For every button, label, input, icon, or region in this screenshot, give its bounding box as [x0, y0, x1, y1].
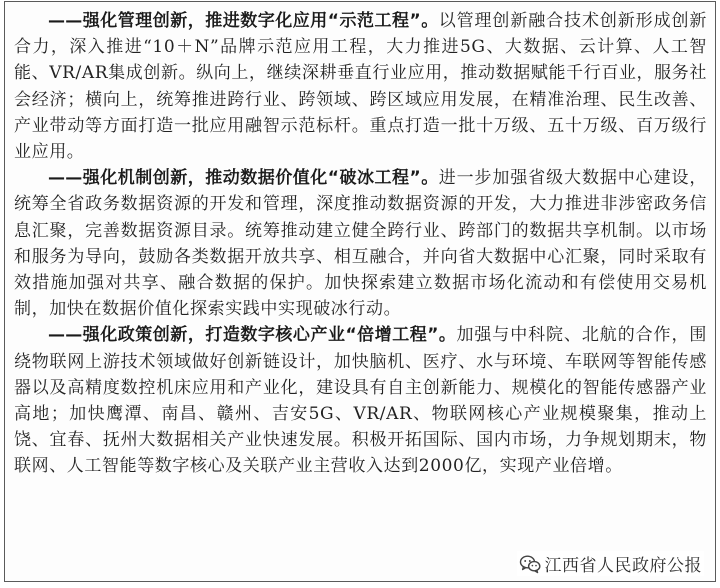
watermark-text: 江西省人民政府公报 — [544, 556, 702, 576]
paragraph-policy-innovation — [14, 322, 707, 479]
paragraph-body: 以管理创新融合技术创新形成创新合力，深入推进“10＋N”品牌示范应用工程，大力推进5G、大数据、云计算、人工智能、VR/AR集成创新。纵向上，继续深耕垂直行业应用，推动数据赋能千行百业，服务社会经济；横向上，统筹推进跨行业、跨领域、跨区域应用发展，在精准治理、民生改善、产业带动等方面打造一批应用融智示范标杆。重点打造一批十万级、五十万级、百万级行业应用。 — [14, 11, 707, 163]
paragraph-lead: ——强化管理创新，推进数字化应用“示范工程”。 — [48, 11, 439, 31]
paragraph-body: 进一步加强省级大数据中心建设，统筹全省政务数据资源的开发和管理，深度推动数据资源的开发，大力推进非涉密政务信息汇聚，完善数据资源目录。统筹推动建立健全跨行业、跨部门的数据共享机制。以市场和服务为导向，鼓励各类数据开放共享、相互融合，并向省大数据中心汇聚，同时采取有效措施加强对共享、融合数据的保护。加快探索建立数据市场化流动和有偿使用交易机制，加快在数据价值化探索实践中实现破冰行动。 — [14, 168, 707, 320]
watermark — [517, 551, 705, 576]
paragraph-mechanism-innovation — [14, 165, 707, 322]
paragraph-lead: ——强化机制创新，推动数据价值化“破冰工程”。 — [48, 168, 439, 189]
paragraph-lead: ——强化政策创新，打造数字核心产业“倍增工程”。 — [48, 325, 457, 346]
paragraph-body: 加强与中科院、北航的合作，围绕物联网上游技术领域做好创新链设计，加快脑机、医疗、水与环境、车联网等智能传感器以及高精度数控机床应用和产业化，建设具有自主创新能力、规模化的智能传感器产业高地；加快鹰潭、南昌、赣州、吉安5G、VR/AR、物联网核心产业规模聚集，推动上饶、宜春、抚州大数据相关产业快速发展。积极开拓国际、国内市场，力争规划期末，物联网、人工智能等数字核心及关联产业主营收入达到2000亿，实现产业倍增。 — [14, 325, 707, 477]
wechat-icon — [519, 554, 541, 574]
text-box — [4, 1, 716, 582]
paragraph-management-innovation — [14, 8, 707, 165]
